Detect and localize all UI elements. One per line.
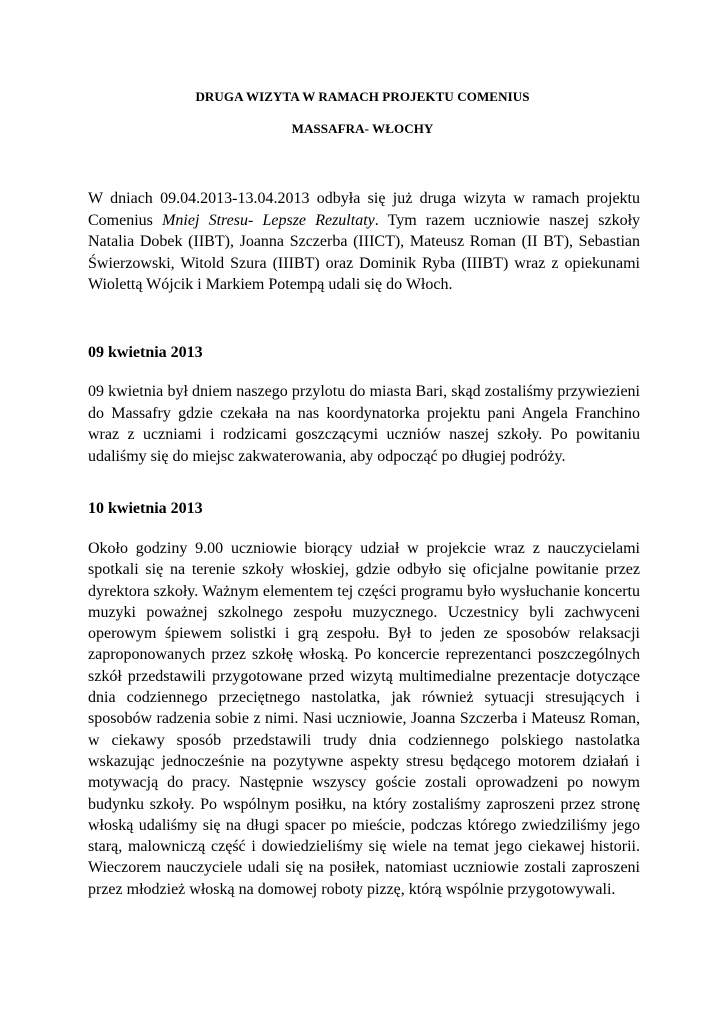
document-title: DRUGA WIZYTA W RAMACH PROJEKTU COMENIUS [195,89,530,104]
section-heading-apr09: 09 kwietnia 2013 [88,344,203,361]
intro-text-end: . Tym razem uczniowie naszej szkoły Natalia Dobek (IIBT), Joanna Szczerba (IIICT), Mateusz Roman (II BT), Sebastian Świerzowski, Witold Szura (IIIBT) oraz Dominik Ryba (IIIBT) wraz z opiekunami Wiolettą Wójcik i Markiem Potempą udali się do Włoch. [88,211,641,294]
intro-text-start: W dniach 09.04.2013-13.04.2013 odbyła się już druga wizyta w ramach projektu Comenius [88,190,640,229]
section-paragraph-apr09: 09 kwietnia był dniem naszego przylotu do miasta Bari, skąd zostaliśmy przywiezieni do Massafry gdzie czekała na nas koordynatorka projektu pani Angela Franchino wraz z uczniami i rodzicami goszczącymi uczniów naszej szkoły. Po powitaniu udaliśmy się do miejsc zakwaterowania, aby odpocząć po długiej podróży. [88,383,640,465]
intro-paragraph [88,188,640,296]
project-name: Mniej Stresu- Lepsze Rezultaty [162,211,375,229]
section-paragraph-apr10: Około godziny 9.00 uczniowie biorący udział w projekcie wraz z nauczycielami spotkali się na terenie szkoły włoskiej, gdzie odbyło się oficjalne powitanie przez dyrektora szkoły. Ważnym elementem tej części programu było wysłuchanie koncertu muzyki poważnej szkolnego zespołu muzycznego. Uczestnicy byli zachwyceni operowym śpiewem solistki i grą zespołu. Był to jeden ze sposobów relaksacji zaproponowanych przez szkołę włoską. Po koncercie reprezentanci poszczególnych szkół przedstawili przygotowane przed wizytą multimedialne prezentacje dotyczące dnia codziennego przeciętnego nastolatka, jak również sytuacji stresujących i sposobów radzenia sobie z nimi. Nasi uczniowie, Joanna Szczerba i Mateusz Roman, w ciekawy sposób przedstawili trudy dnia codziennego polskiego nastolatka wskazując jednocześnie na pozytywne aspekty stresu będącego motorem działań i motywacją do pracy. Następnie wszyscy goście zostali oprowadzeni po nowym budynku szkoły. Po wspólnym posiłku, na który zostaliśmy zaproszeni przez stronę włoską udaliśmy się na długi spacer po mieście, podczas którego zwiedziliśmy jego starą, malowniczą część i dowiedzieliśmy się wiele na temat jego ciekawej historii. Wieczorem nauczyciele udali się na posiłek, natomiast uczniowie zostali zaproszeni przez młodzież włoską na domowej roboty pizzę, którą wspólnie przygotowywali. [88,540,640,898]
section-heading-apr10: 10 kwietnia 2013 [88,500,203,517]
document-subtitle: MASSAFRA- WŁOCHY [291,121,434,136]
